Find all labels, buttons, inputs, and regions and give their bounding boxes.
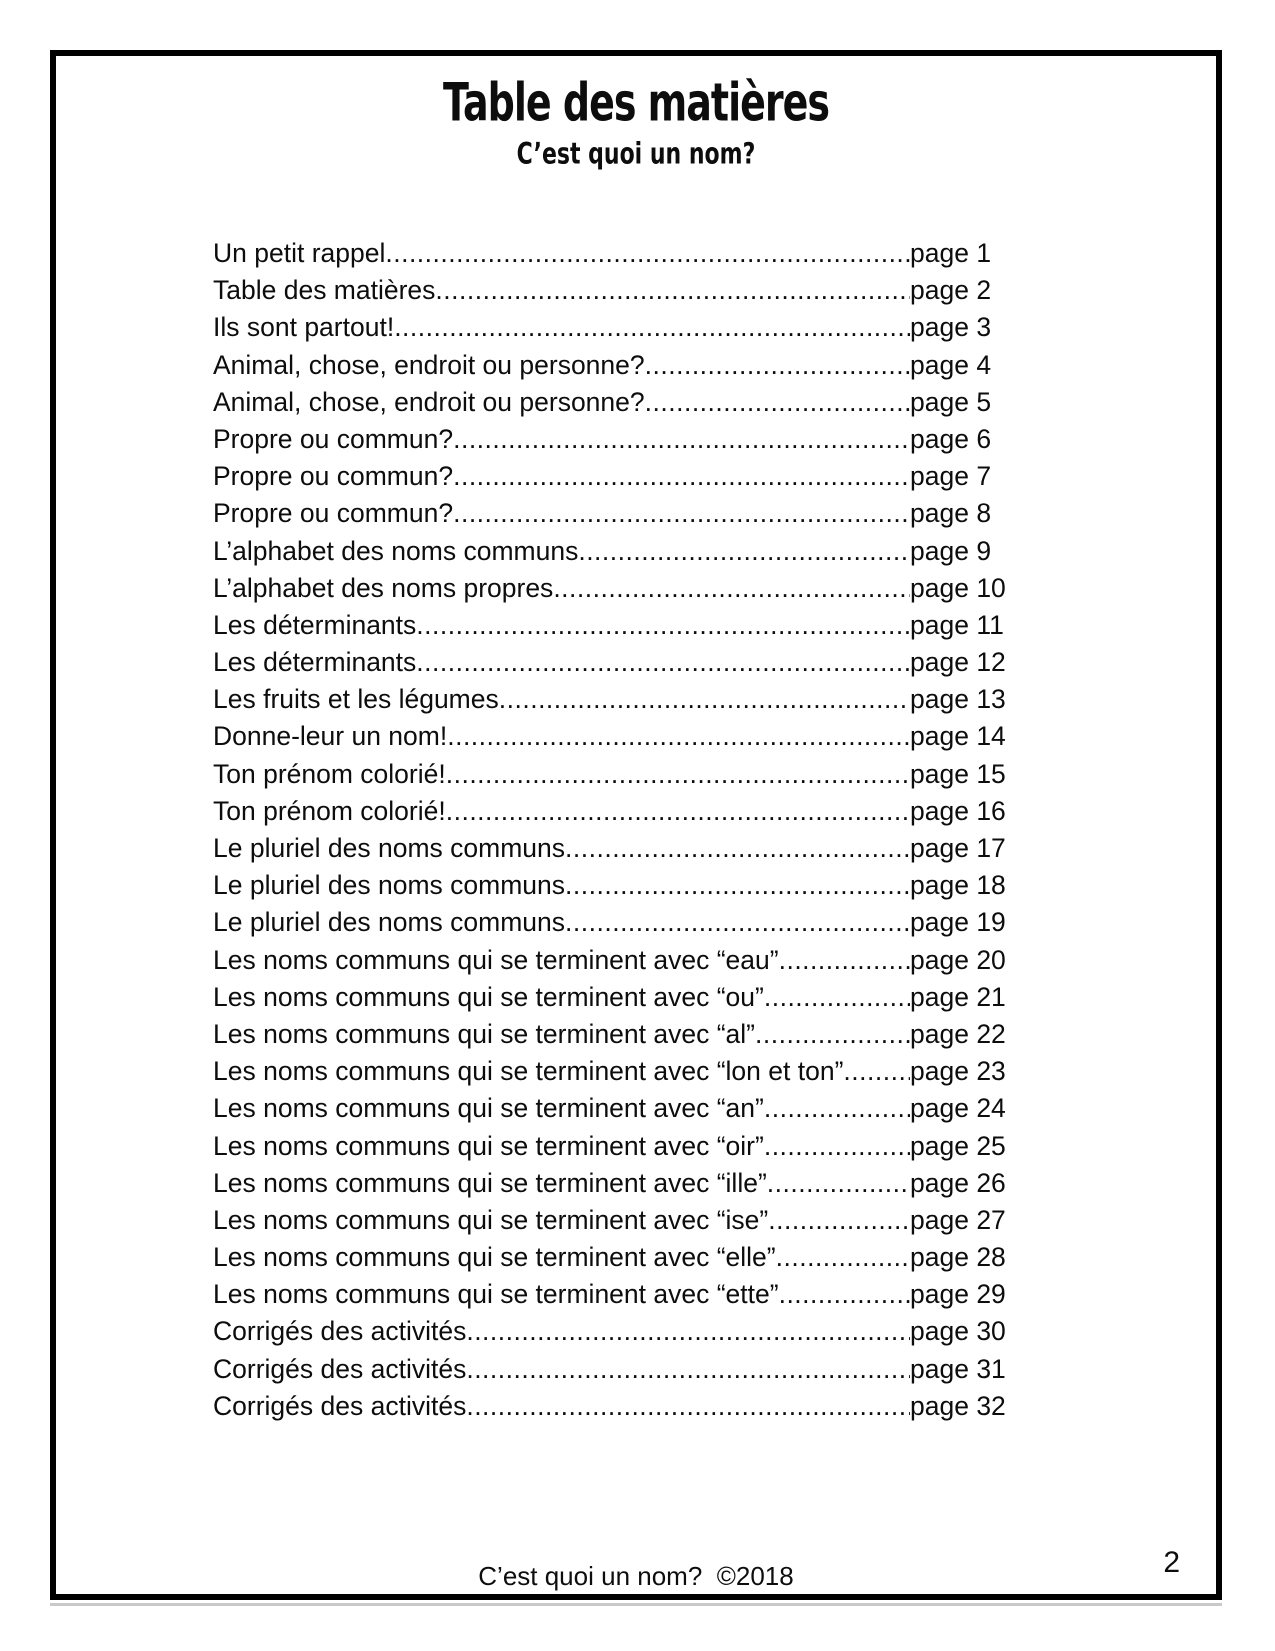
toc-leader-dots xyxy=(565,870,910,901)
toc-entry-title: Table des matières xyxy=(213,275,436,306)
toc-entry-title: Les noms communs qui se terminent avec “lon et ton” xyxy=(213,1056,844,1087)
toc-row xyxy=(213,1354,1010,1391)
toc-row xyxy=(213,759,1010,796)
toc-entry-title: Animal, chose, endroit ou personne? xyxy=(213,349,645,380)
toc-leader-dots xyxy=(466,1316,910,1347)
toc-entry-title: Ton prénom colorié! xyxy=(213,795,446,826)
toc-leader-dots xyxy=(776,1242,910,1273)
toc-leader-dots xyxy=(779,945,910,976)
toc-row xyxy=(213,870,1010,907)
toc-entry-title: Les noms communs qui se terminent avec “ise” xyxy=(213,1204,769,1235)
toc-entry-title: Les noms communs qui se terminent avec “ille” xyxy=(213,1167,767,1198)
toc-entry-page: page 17 xyxy=(910,833,1006,863)
toc-entry-page: page 28 xyxy=(910,1242,1006,1273)
page-title: Table des matières xyxy=(442,72,830,133)
toc-entry-title: Propre ou commun? xyxy=(213,461,454,492)
toc-entry-page: page 10 xyxy=(910,572,1006,603)
toc-entry-page: page 15 xyxy=(910,758,1006,789)
toc-entry-title: Les noms communs qui se terminent avec “al” xyxy=(213,1018,755,1049)
toc-leader-dots xyxy=(578,536,910,567)
toc-row xyxy=(213,945,1010,982)
toc-row xyxy=(213,1205,1010,1242)
toc-leader-dots xyxy=(764,1131,910,1162)
toc-row xyxy=(213,424,1010,461)
toc-entry-title: Les noms communs qui se terminent avec “oir” xyxy=(213,1130,764,1161)
toc-entry-page: page 8 xyxy=(910,498,992,529)
toc-entry-page: page 24 xyxy=(910,1093,1006,1124)
toc-entry-title: Les déterminants xyxy=(213,647,417,678)
toc-entry-title: Ils sont partout! xyxy=(213,312,395,343)
toc-entry-page: page 13 xyxy=(910,684,1006,715)
toc-leader-dots xyxy=(843,1056,910,1087)
toc-leader-dots xyxy=(764,1093,910,1124)
toc-entry-title: Les noms communs qui se terminent avec “ou” xyxy=(213,981,764,1012)
toc-row xyxy=(213,610,1010,647)
toc-entry-title: L’alphabet des noms propres xyxy=(213,572,554,603)
toc-row xyxy=(213,573,1010,610)
toc-entry-page: page 9 xyxy=(910,535,992,566)
toc-entry-title: Donne-leur un nom! xyxy=(213,721,448,752)
toc-leader-dots xyxy=(416,647,910,678)
toc-leader-dots xyxy=(416,610,910,641)
toc-entry-page: page 14 xyxy=(910,721,1006,752)
toc-leader-dots xyxy=(764,982,910,1013)
toc-row xyxy=(213,1131,1010,1168)
toc-row xyxy=(213,1391,1010,1428)
toc-entry-page: page 25 xyxy=(910,1130,1006,1161)
toc-row xyxy=(213,1316,1010,1353)
toc-entry-title: Le pluriel des noms communs xyxy=(213,907,566,938)
toc-row xyxy=(213,721,1010,758)
toc-leader-dots xyxy=(779,1279,910,1310)
page-border-frame xyxy=(50,50,1222,1600)
toc-row xyxy=(213,684,1010,721)
heading-block xyxy=(56,72,1216,172)
toc-entry-title: Corrigés des activités xyxy=(213,1316,467,1347)
toc-entry-title: Les noms communs qui se terminent avec “elle” xyxy=(213,1242,776,1273)
toc-leader-dots xyxy=(435,275,910,306)
toc-row xyxy=(213,1019,1010,1056)
toc-entry-title: Les noms communs qui se terminent avec “eau” xyxy=(213,944,779,975)
toc-row xyxy=(213,498,1010,535)
toc-leader-dots xyxy=(553,573,910,604)
toc-leader-dots xyxy=(453,498,910,529)
toc-leader-dots xyxy=(645,387,910,418)
toc-leader-dots xyxy=(453,424,910,455)
toc-leader-dots xyxy=(767,1168,910,1199)
toc-row xyxy=(213,796,1010,833)
toc-row xyxy=(213,461,1010,498)
toc-leader-dots xyxy=(446,796,910,827)
toc-row xyxy=(213,536,1010,573)
toc-entry-page: page 20 xyxy=(910,944,1006,975)
toc-entry-page: page 18 xyxy=(910,870,1006,901)
toc-row xyxy=(213,387,1010,424)
toc-entry-page: page 16 xyxy=(910,795,1006,826)
toc-entry-title: Corrigés des activités xyxy=(213,1390,467,1421)
toc-leader-dots xyxy=(565,907,910,938)
toc-entry-title: Ton prénom colorié! xyxy=(213,758,446,789)
toc-entry-page: page 2 xyxy=(910,275,992,306)
toc-entry-page: page 31 xyxy=(910,1353,1006,1384)
toc-leader-dots xyxy=(755,1019,910,1050)
toc-entry-page: page 5 xyxy=(910,386,992,417)
toc-entry-page: page 7 xyxy=(910,461,992,492)
toc-leader-dots xyxy=(453,461,910,492)
toc-entry-page: page 6 xyxy=(910,423,992,454)
toc-row xyxy=(213,982,1010,1019)
toc-entry-page: page 11 xyxy=(910,609,1004,640)
toc-entry-title: Les noms communs qui se terminent avec “ette” xyxy=(213,1279,779,1310)
toc-row xyxy=(213,350,1010,387)
toc-leader-dots xyxy=(645,350,910,381)
toc-entry-title: Le pluriel des noms communs xyxy=(213,833,566,863)
toc-entry-title: Propre ou commun? xyxy=(213,423,454,454)
toc-entry-page: page 27 xyxy=(910,1204,1006,1235)
toc-entry-title: Corrigés des activités xyxy=(213,1353,467,1384)
toc-leader-dots xyxy=(565,833,910,864)
toc-entry-page: page 32 xyxy=(910,1390,1006,1421)
toc-row xyxy=(213,833,1010,870)
toc-entry-page: page 1 xyxy=(910,238,992,268)
toc-entry-page: page 29 xyxy=(910,1279,1006,1310)
toc-row xyxy=(213,1093,1010,1130)
toc-entry-page: page 30 xyxy=(910,1316,1006,1347)
footer-text: C’est quoi un nom? ©2018 xyxy=(478,1561,794,1591)
toc-leader-dots xyxy=(446,759,910,790)
toc-entry-title: Animal, chose, endroit ou personne? xyxy=(213,386,645,417)
toc-row xyxy=(213,1056,1010,1093)
toc-entry-title: L’alphabet des noms communs xyxy=(213,535,579,566)
toc-leader-dots xyxy=(768,1205,910,1236)
toc-row xyxy=(213,275,1010,312)
toc-entry-page: page 22 xyxy=(910,1018,1006,1049)
toc-entry-title: Les noms communs qui se terminent avec “an” xyxy=(213,1093,764,1124)
toc-entry-page: page 21 xyxy=(910,981,1006,1012)
toc-leader-dots xyxy=(385,238,910,269)
toc-entry-page: page 12 xyxy=(910,647,1006,678)
toc-leader-dots xyxy=(447,721,910,752)
toc-row xyxy=(213,1242,1010,1279)
toc-row xyxy=(213,907,1010,944)
toc-entry-title: Le pluriel des noms communs xyxy=(213,870,566,901)
toc-row xyxy=(213,1168,1010,1205)
toc-entry-title: Propre ou commun? xyxy=(213,498,454,529)
toc-entry-title: Un petit rappel xyxy=(213,238,386,268)
toc-list xyxy=(213,238,1010,1428)
toc-entry-title: Les déterminants xyxy=(213,609,417,640)
toc-entry-page: page 19 xyxy=(910,907,1006,938)
toc-leader-dots xyxy=(499,684,910,715)
page-subtitle: C’est quoi un nom? xyxy=(516,138,756,172)
page-number: 2 xyxy=(1163,1546,1180,1579)
toc-row xyxy=(213,647,1010,684)
toc-leader-dots xyxy=(466,1354,910,1385)
toc-entry-title: Les fruits et les légumes xyxy=(213,684,499,715)
toc-leader-dots xyxy=(466,1391,910,1422)
toc-entry-page: page 23 xyxy=(910,1056,1006,1087)
toc-entry-page: page 26 xyxy=(910,1167,1006,1198)
toc-row xyxy=(213,312,1010,349)
toc-row xyxy=(213,1279,1010,1316)
toc-entry-page: page 4 xyxy=(910,349,992,380)
toc-entry-page: page 3 xyxy=(910,312,992,343)
toc-row xyxy=(213,238,1010,275)
toc-leader-dots xyxy=(394,312,910,343)
